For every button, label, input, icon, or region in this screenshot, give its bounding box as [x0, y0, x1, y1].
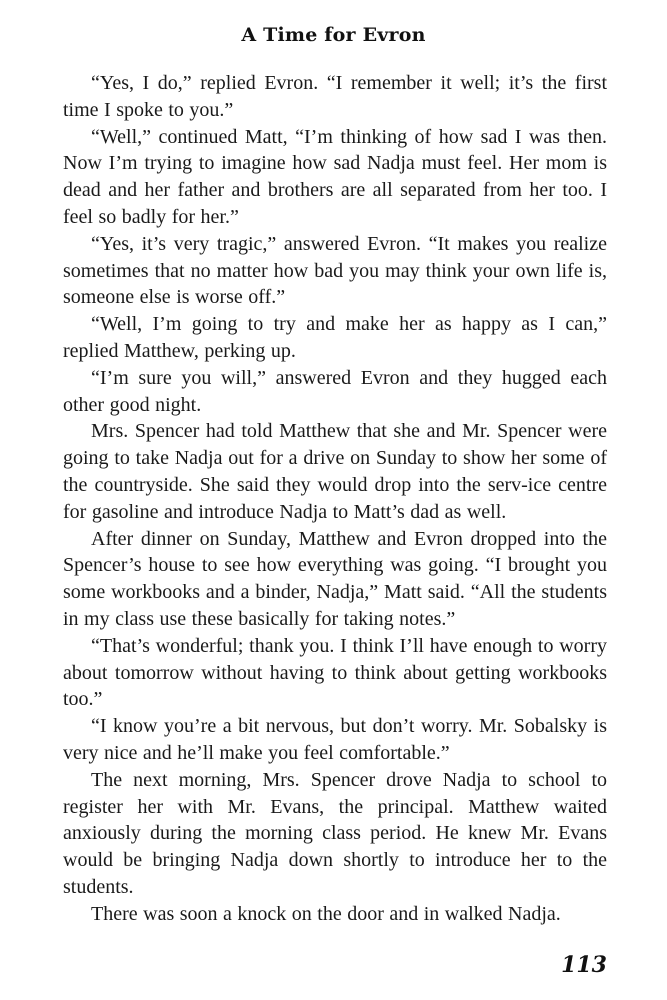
page-number: 113	[561, 952, 607, 978]
paragraph: “I know you’re a bit nervous, but don’t worry. Mr. Sobalsky is very nice and he’ll make you feel comfortable.”	[63, 715, 607, 764]
paragraph: There was soon a knock on the door and in walked Nadja.	[91, 902, 561, 925]
paragraph: Mrs. Spencer had told Matthew that she and Mr. Spencer were going to take Nadja out for a drive on Sunday to show her some of the countryside. She said they would drop into the serv-ice centre for gasoline and introduce Nadja to Matt’s dad as well.	[63, 420, 607, 523]
paragraph: “Yes, I do,” replied Evron. “I remember it well; it’s the first time I spoke to you.”	[63, 72, 607, 121]
paragraph: “Well,” continued Matt, “I’m thinking of how sad I was then. Now I’m trying to imagine how sad Nadja must feel. Her mom is dead and her father and brothers are all separated from her too. I feel so badly for her.”	[63, 125, 607, 228]
paragraph: “I’m sure you will,” answered Evron and they hugged each other good night.	[63, 366, 607, 416]
paragraph: The next morning, Mrs. Spencer drove Nadja to school to register her with Mr. Evans, the principal. Matthew waited anxiously during the morning class period. He knew Mr. Evans would be bringing Nadja down shortly to introduce her to the students.	[63, 768, 607, 898]
body-text	[63, 70, 607, 928]
paragraph: After dinner on Sunday, Matthew and Evron dropped into the Spencer’s house to see how everything was going. “I brought you some workbooks and a binder, Nadja,” Matt said. “All the students in my class use these basically for taking notes.”	[63, 527, 607, 630]
running-head-title: A Time for Evron	[241, 24, 426, 46]
paragraph: “That’s wonderful; thank you. I think I’ll have enough to worry about tomorrow without having to think about getting workbooks too.”	[63, 634, 607, 711]
paragraph: “Well, I’m going to try and make her as happy as I can,” replied Matthew, perking up.	[63, 313, 607, 362]
paragraph: “Yes, it’s very tragic,” answered Evron. “It makes you realize sometimes that no matter how bad you may think your own life is, someone else is worse off.”	[63, 232, 607, 309]
